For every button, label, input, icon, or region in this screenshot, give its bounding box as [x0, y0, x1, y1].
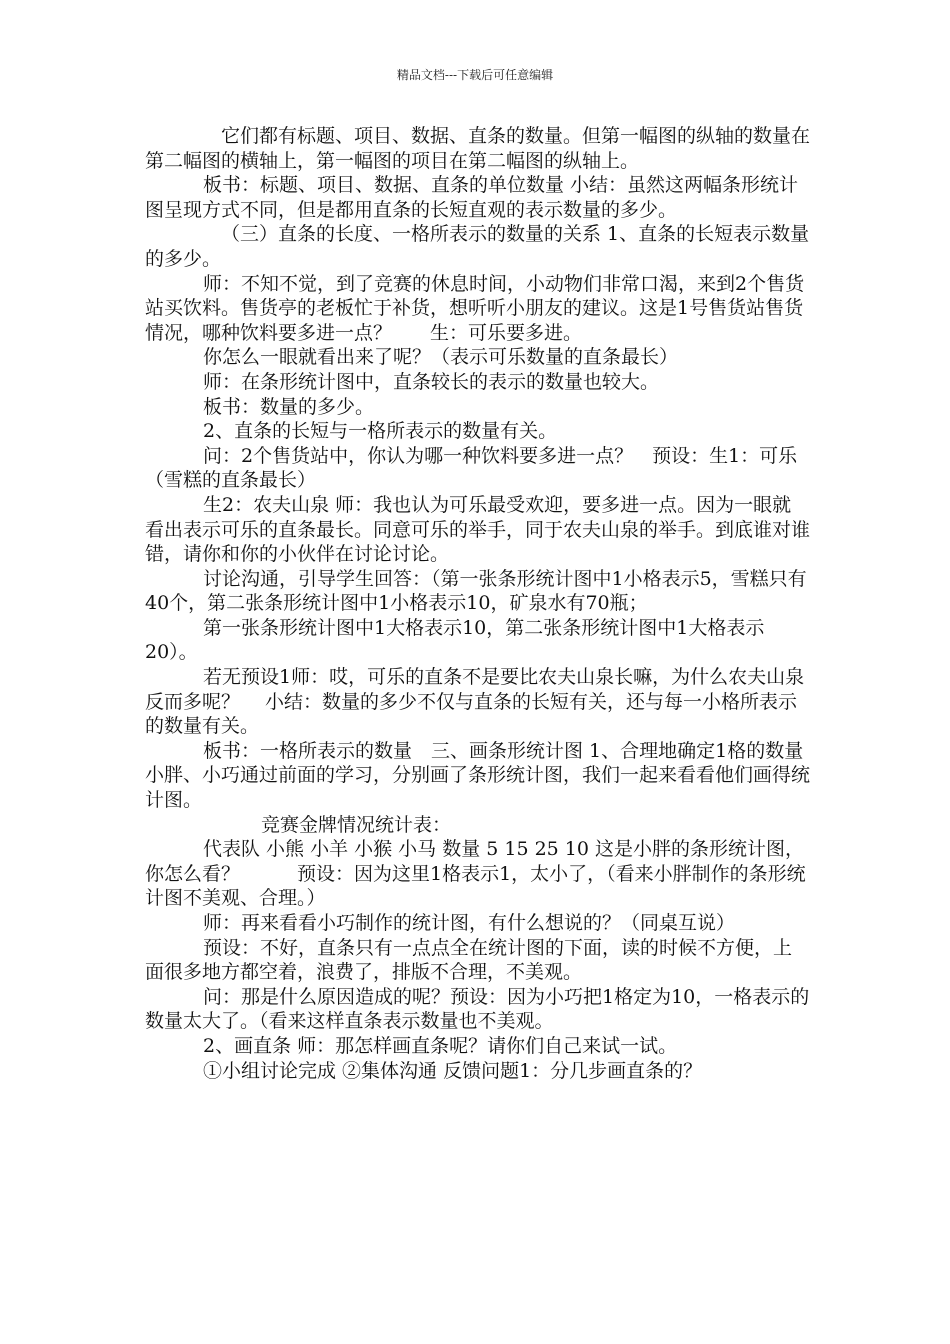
document-body [145, 124, 810, 1083]
paragraph: 讨论沟通，引导学生回答：（第一张条形统计图中1小格表示5，雪糕只有40个，第二张条形统计图中1小格表示10，矿泉水有70瓶； [145, 567, 807, 615]
paragraph: 问：2个售货站中，你认为哪一种饮料要多进一点？ 预设：生1：可乐（雪糕的直条最长） [145, 444, 798, 492]
paragraph: 代表队 小熊 小羊 小猴 小马 数量 5 15 25 10 这是小胖的条形统计图，你怎么看？ 预设：因为这里1格表示1，太小了，（看来小胖制作的条形统计图不美观、合理。） [145, 838, 806, 910]
table-title: 竞赛金牌情况统计表： [261, 813, 452, 836]
paragraph: 2、画直条 师：那怎样画直条呢？请你们自己来试一试。 [203, 1034, 678, 1057]
paragraph: 师：在条形统计图中，直条较长的表示的数量也较大。 [203, 370, 660, 393]
paragraph: 板书：一格所表示的数量 三、画条形统计图 1、合理地确定1格的数量 小胖、小巧通过前面的学习，分别画了条形统计图，我们一起来看看他们画得统计图。 [145, 739, 811, 812]
paragraph: 生2：农夫山泉 师：我也认为可乐最受欢迎，要多进一点。因为一眼就看出表示可乐的直条最长。同意可乐的举手，同于农夫山泉的举手。到底谁对谁错，请你和你的小伙伴在讨论讨论。 [145, 493, 811, 566]
page-header: 精品文档---下载后可任意编辑 [396, 68, 554, 82]
paragraph: 它们都有标题、项目、数据、直条的数量。但第一幅图的纵轴的数量在第二幅图的横轴上，第一幅图的项目在第二幅图的纵轴上。 [145, 125, 811, 172]
paragraph: （三）直条的长度、一格所表示的数量的关系 1、直条的长短表示数量的多少。 [145, 223, 810, 270]
paragraph: 你怎么一眼就看出来了呢？（表示可乐数量的直条最长） [203, 346, 679, 369]
paragraph: 师：不知不觉，到了竞赛的休息时间，小动物们非常口渴，来到2个售货站买饮料。售货亭的老板忙于补货，想听听小朋友的建议。这是1号售货站售货情况，哪种饮料要多进一点？ 生：可乐要多进。 [145, 272, 805, 344]
paragraph: 预设：不好，直条只有一点点全在统计图的下面，读的时候不方便，上面很多地方都空着，浪费了，排版不合理，不美观。 [145, 936, 793, 984]
paragraph: 第一张条形统计图中1大格表示10，第二张条形统计图中1大格表示20）。 [145, 616, 765, 664]
paragraph: 若无预设1师：哎，可乐的直条不是要比农夫山泉长嘛，为什么农夫山泉反而多呢？ 小结：数量的多少不仅与直条的长短有关，还与每一小格所表示的数量有关。 [145, 666, 805, 738]
paragraph: 师：再来看看小巧制作的统计图，有什么想说的？（同桌互说） [203, 912, 736, 934]
paragraph: ①小组讨论完成 ②集体沟通 反馈问题1：分几步画直条的？ [203, 1059, 703, 1082]
paragraph: 2、直条的长短与一格所表示的数量有关。 [203, 420, 558, 443]
paragraph: 板书：标题、项目、数据、直条的单位数量 小结：虽然这两幅条形统计图呈现方式不同，但是都用直条的长短直观的表示数量的多少。 [145, 174, 799, 221]
paragraph: 问：那是什么原因造成的呢？预设：因为小巧把1格定为10，一格表示的数量太大了。（看来这样直条表示数量也不美观。 [145, 985, 810, 1033]
paragraph: 板书：数量的多少。 [203, 395, 375, 418]
